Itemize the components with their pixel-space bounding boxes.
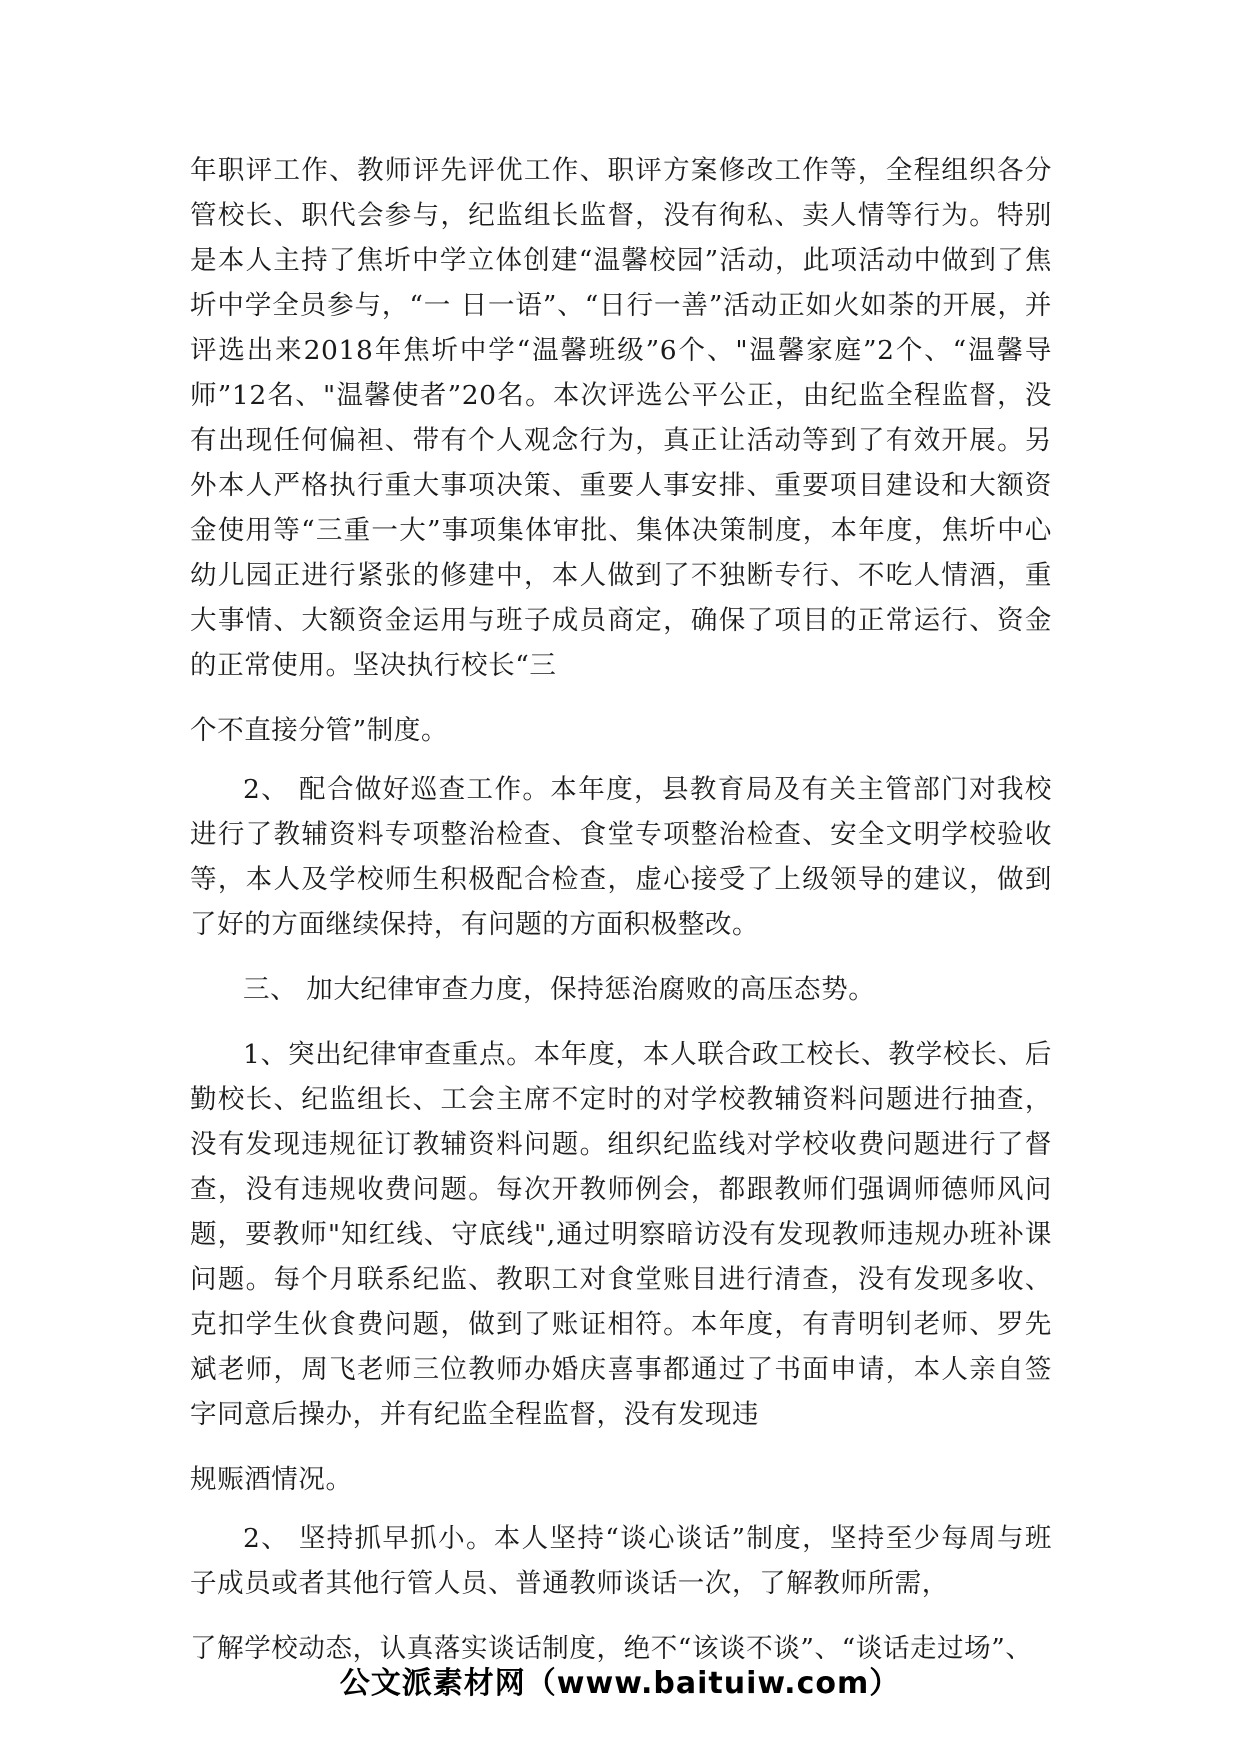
paragraph-continuation (190, 148, 1052, 753)
paragraph-last-line: 了解学校动态，认真落实谈话制度，绝不“该谈不谈”、“谈话走过场”、 (190, 1633, 1033, 1664)
paragraph-text: 2、 坚持抓早抓小。本人坚持“谈心谈话”制度，坚持至少每周与班子成员或者其他行管人员、普通教师谈话一次，了解教师所需， (190, 1523, 1052, 1599)
paragraph-review-focus (190, 1032, 1052, 1502)
paragraph-inspection-cooperation (190, 767, 1052, 947)
heading-text: 三、 加大纪律审查力度，保持惩治腐败的高压态势。 (243, 974, 876, 1005)
paragraph-text: 1、突出纪律审查重点。本年度，本人联合政工校长、教学校长、后勤校长、纪监组长、工会主席不定时的对学校教辅资料问题进行抽查，没有发现违规征订教辅资料问题。组织纪监线对学校收费问题进行了督查，没有违规收费问题。每次开教师例会，都跟教师们强调师德师风问题，要教师"知红线、守底线",通过明察暗访没有发现教师违规办班补课问题。每个月联系纪监、教职工对食堂账目进行清查，没有发现多收、克扣学生伙食费问题，做到了账证相符。本年度，有青明钊老师、罗先斌老师，周飞老师三位教师办婚庆喜事都通过了书面申请，本人亲自签字同意后操办，并有纪监全程监督，没有发现违 (190, 1039, 1052, 1430)
section-heading-discipline-review (190, 967, 1052, 1012)
footer-watermark: 公文派素材网（www.baituiw.com） (339, 1666, 901, 1701)
paragraph-early-intervention (190, 1516, 1052, 1671)
paragraph-last-line: 规赈酒情况。 (190, 1464, 353, 1495)
paragraph-text: 年职评工作、教师评先评优工作、职评方案修改工作等，全程组织各分管校长、职代会参与，纪监组长监督，没有徇私、卖人情等行为。特别是本人主持了焦圻中学立体创建“温馨校园”活动，此项活动中做到了焦圻中学全员参与，“一 日一语”、“日行一善”活动正如火如荼的开展，并评选出来2018年焦圻中学“温馨班级”6个、"温馨家庭”2个、“温馨导师”12名、"温馨使者”20名。本次评选公平公正，由纪监全程监督，没有出现任何偏袒、带有个人观念行为，真正让活动等到了有效开展。另外本人严格执行重大事项决策、重要人事安排、重要项目建设和大额资金使用等“三重一大”事项集体审批、集体决策制度，本年度，焦圻中心幼儿园正进行紧张的修建中，本人做到了不独断专行、不吃人情酒，重大事情、大额资金运用与班子成员商定，确保了项目的正常运行、资金的正常使用。坚决执行校长“三 (190, 155, 1052, 681)
paragraph-last-line: 个不直接分管”制度。 (190, 715, 449, 746)
document-body (190, 148, 1052, 1671)
paragraph-text: 2、 配合做好巡查工作。本年度，县教育局及有关主管部门对我校进行了教辅资料专项整治检查、食堂专项整治检查、安全文明学校验收等，本人及学校师生积极配合检查，虚心接受了上级领导的建议，做到了好的方面继续保持，有问题的方面积极整改。 (190, 774, 1052, 940)
